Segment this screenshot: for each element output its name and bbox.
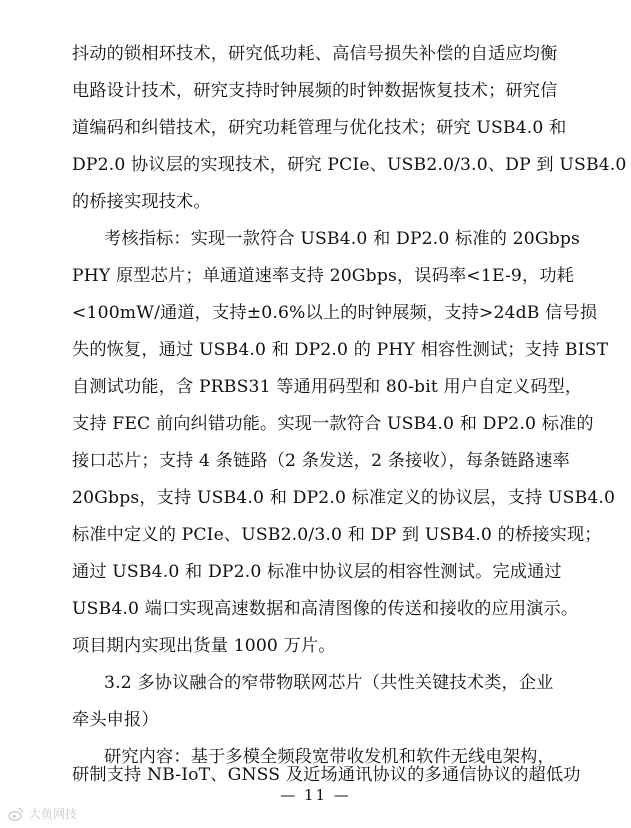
- text-line: <100mW/通道，支持±0.6%以上的时钟展频，支持>24dB 信号损: [72, 303, 598, 323]
- text-line: PHY 原型芯片；单通道速率支持 20Gbps，误码率<1E-9，功耗: [72, 266, 575, 286]
- page-number: — 11 —: [280, 786, 351, 804]
- watermark-text: 大鱼网技: [29, 807, 78, 821]
- text-line: 考核指标：实现一款符合 USB4.0 和 DP2.0 标准的 20Gbps: [104, 229, 581, 249]
- text-line: 牵头申报）: [72, 710, 159, 730]
- text-line: 抖动的锁相环技术，研究低功耗、高信号损失补偿的自适应均衡: [72, 44, 558, 64]
- text-line: 标准中定义的 PCIe、USB2.0/3.0 和 DP 到 USB4.0 的桥接实现；: [72, 525, 602, 545]
- text-line: USB4.0 端口实现高速数据和高清图像的传送和接收的应用演示。: [72, 599, 579, 619]
- text-line: 电路设计技术，研究支持时钟展频的时钟数据恢复技术；研究信: [72, 81, 558, 101]
- text-line: 研究内容：基于多模全频段宽带收发机和软件无线电架构，: [104, 747, 555, 767]
- text-line: 道编码和纠错技术，研究功耗管理与优化技术；研究 USB4.0 和: [72, 118, 567, 138]
- text-line: 项目期内实现出货量 1000 万片。: [72, 636, 336, 656]
- weibo-icon: [8, 806, 24, 822]
- text-line: 自测试功能，含 PRBS31 等通用码型和 80-bit 用户自定义码型，: [72, 377, 583, 397]
- text-line: 接口芯片；支持 4 条链路（2 条发送，2 条接收），每条链路速率: [72, 451, 570, 471]
- watermark: [8, 805, 77, 822]
- text-line: 通过 USB4.0 和 DP2.0 标准中协议层的相容性测试。完成通过: [72, 562, 562, 582]
- text-line: DP2.0 协议层的实现技术，研究 PCIe、USB2.0/3.0、DP 到 USB4.0: [72, 155, 627, 175]
- text-line: 的桥接实现技术。: [72, 192, 211, 212]
- text-line: 失的恢复，通过 USB4.0 和 DP2.0 的 PHY 相容性测试；支持 BIST: [72, 340, 609, 360]
- text-line: 支持 FEC 前向纠错功能。实现一款符合 USB4.0 和 DP2.0 标准的: [72, 414, 594, 434]
- text-line: 研制支持 NB-IoT、GNSS 及近场通讯协议的多通信协议的超低功: [72, 765, 581, 785]
- text-line: 20Gbps，支持 USB4.0 和 DP2.0 标准定义的协议层，支持 USB4.0: [72, 488, 616, 508]
- section-heading: 3.2 多协议融合的窄带物联网芯片（共性关键技术类，企业: [104, 673, 554, 693]
